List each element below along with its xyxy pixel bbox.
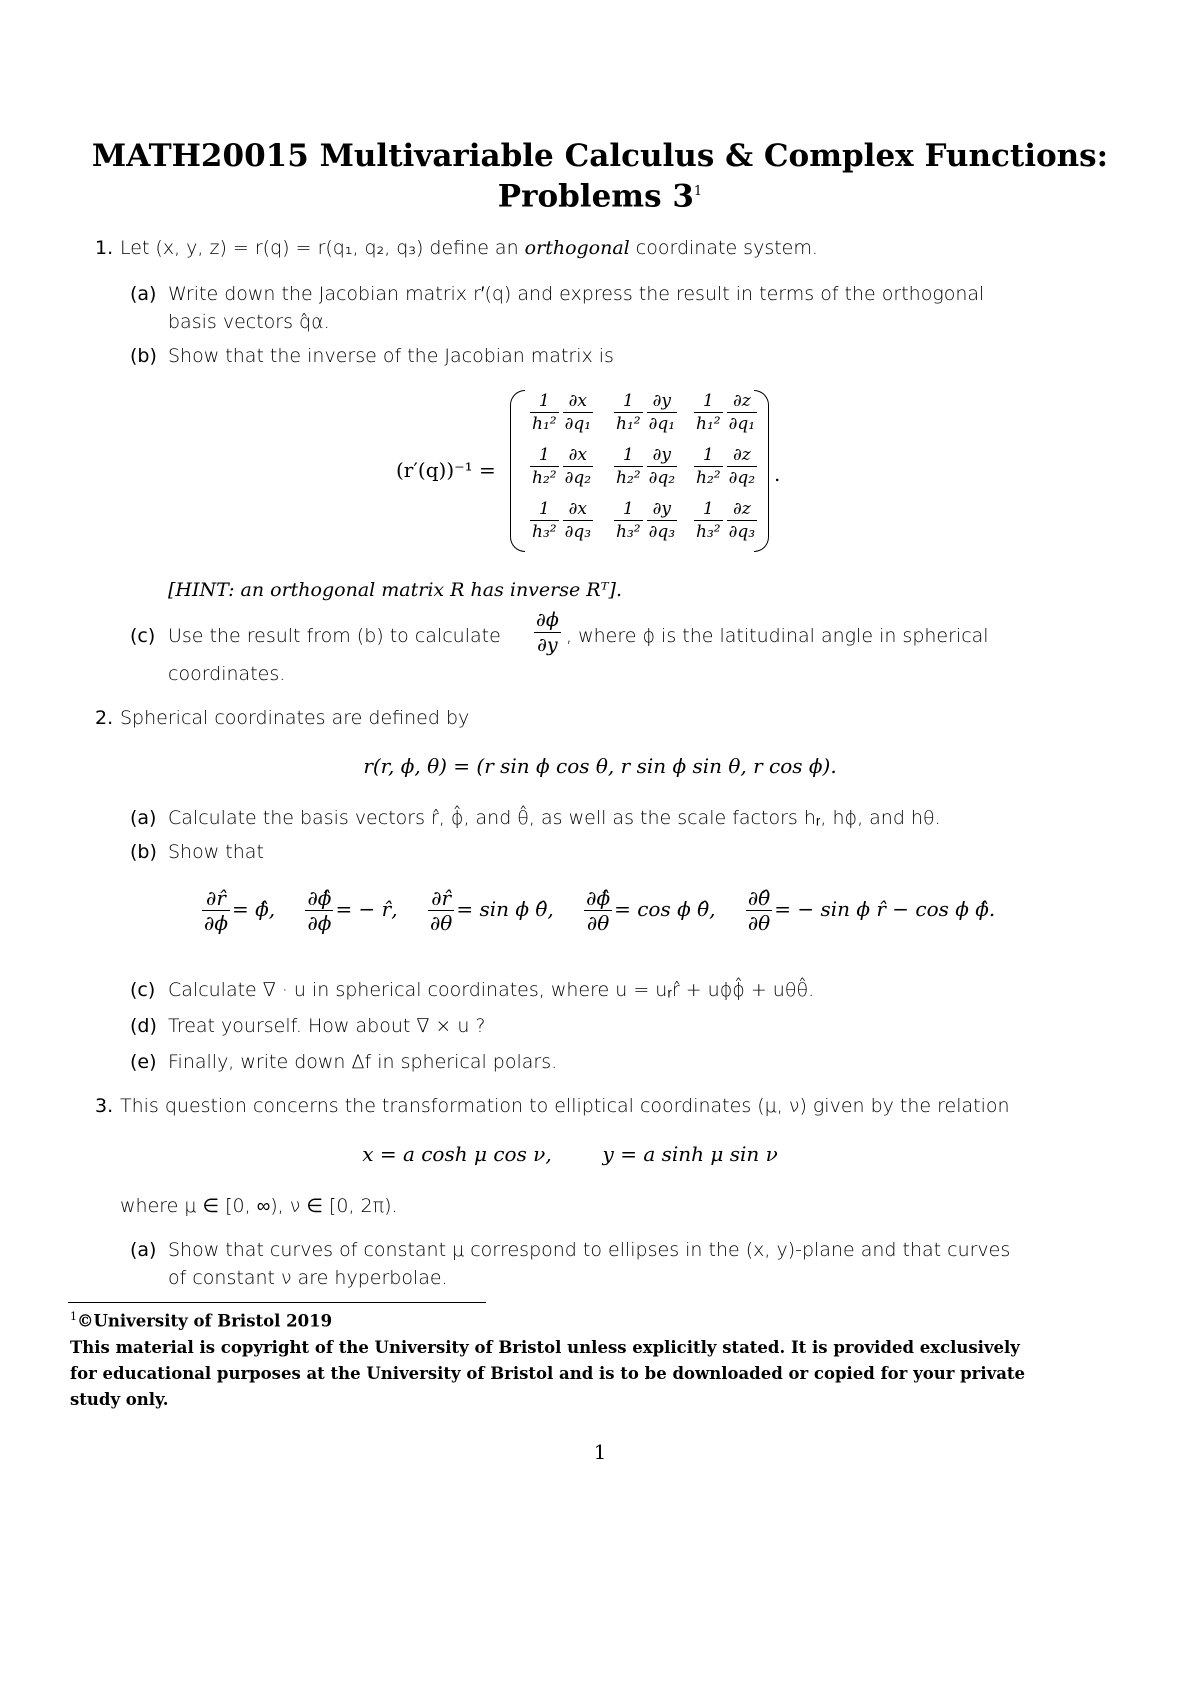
q1-hint-text: [HINT: an orthogonal matrix R has inverse Rᵀ]. (168, 579, 623, 601)
matrix-partial-fraction: $\frac{\partial z}{\text{∂q₃}}$ (728, 499, 756, 542)
d5-den: ∂θ (747, 911, 771, 935)
d5-rhs: = − sin ϕ r̂ − cos ϕ ϕ̂. (774, 897, 996, 921)
d3-rhs: = sin ϕ θ̂, (456, 897, 554, 921)
footnote-copyright: ©University of Bristol 2019 (77, 1311, 333, 1331)
q1c-text-pre: Use the result from (b) to calculate (168, 625, 501, 647)
q3-intro: This question concerns the transformation to elliptical coordinates (μ, ν) given by the relation (120, 1095, 1010, 1117)
q1a-label: (a) (130, 283, 157, 305)
q1b-label: (b) (130, 345, 157, 367)
q1-intro-emphasis: orthogonal (524, 237, 630, 259)
d1-rhs: = ϕ̂, (231, 897, 276, 921)
matrix-cell-r3-c3 (692, 498, 759, 543)
matrix-scale-fraction: $\frac{1}{\text{h₂²}}$ (532, 445, 557, 488)
matrix-cell-r2-c3 (692, 444, 759, 489)
matrix-partial-fraction: $\frac{\partial x}{\text{∂q₃}}$ (564, 499, 592, 542)
q3a-label: (a) (130, 1239, 157, 1261)
q2a-text: Calculate the basis vectors r̂, ϕ̂, and θ̂, as well as the scale factors hᵣ, hϕ, and hθ. (168, 807, 941, 829)
matrix-cell-r3-c2 (612, 498, 679, 543)
d5-num: ∂θ̂ (747, 886, 771, 910)
matrix-scale-fraction: $\frac{1}{\text{h₃²}}$ (696, 499, 721, 542)
q2d-label: (d) (130, 1015, 157, 1037)
q1c-frac-den: ∂y (537, 634, 558, 656)
matrix-cell-r3-c1 (528, 498, 595, 543)
title-line-2 (60, 174, 1140, 214)
q2d-text: Treat yourself. How about ∇ × u ? (168, 1015, 486, 1037)
q1-intro-prefix: Let (x, y, z) = r(q) = r(q₁, q₂, q₃) define an (120, 237, 519, 259)
d2-rhs: = − r̂, (335, 897, 398, 921)
q1-hint (168, 576, 622, 604)
q3-where: where μ ∈ [0, ∞), ν ∈ [0, 2π). (120, 1195, 398, 1217)
matrix-partial-fraction: $\frac{\partial x}{\text{∂q₂}}$ (564, 445, 592, 488)
matrix-partial-fraction: $\frac{\partial z}{\text{∂q₁}}$ (728, 391, 756, 434)
matrix-scale-fraction: $\frac{1}{\text{h₁²}}$ (696, 391, 721, 434)
q1c-text-2: coordinates. (168, 663, 286, 685)
matrix-scale-fraction: $\frac{1}{\text{h₃²}}$ (532, 499, 557, 542)
page-number: 1 (593, 1440, 607, 1464)
matrix-cell-r2-c2 (612, 444, 679, 489)
q2a-label: (a) (130, 807, 157, 829)
q2-intro: Spherical coordinates are defined by (120, 707, 470, 729)
q1b-end: . (774, 462, 781, 486)
matrix-cell-r1-c3 (692, 390, 759, 435)
q1a-text-2: basis vectors q̂α. (168, 311, 330, 333)
matrix-scale-fraction: $\frac{1}{\text{h₃²}}$ (616, 499, 641, 542)
matrix-scale-fraction: $\frac{1}{\text{h₁²}}$ (532, 391, 557, 434)
q2e-text: Finally, write down Δf in spherical polars. (168, 1051, 558, 1073)
d2-den: ∂ϕ (307, 911, 332, 935)
q1-intro-suffix: coordinate system. (635, 237, 818, 259)
footnote-line-1 (70, 1304, 1130, 1335)
d3-num: ∂r̂ (428, 886, 454, 911)
q3a-text-2: of constant ν are hyperbolae. (168, 1267, 448, 1289)
q1c-fraction (532, 608, 563, 657)
matrix-cell-r1-c1 (528, 390, 595, 435)
q1c-text-post: , where ϕ is the latitudinal angle in spherical (566, 625, 989, 647)
q3a-text-1: Show that curves of constant μ correspond to ellipses in the (x, y)-plane and that curves (168, 1239, 1011, 1261)
q2-definition-equation: r(r, ϕ, θ) = (r sin ϕ cos θ, r sin ϕ sin θ, r cos ϕ). (363, 754, 837, 778)
q2b-text: Show that (168, 841, 264, 863)
matrix-partial-fraction: $\frac{\partial z}{\text{∂q₂}}$ (728, 445, 756, 488)
matrix-scale-fraction: $\frac{1}{\text{h₁²}}$ (616, 391, 641, 434)
d4-rhs: = cos ϕ θ̂, (614, 897, 716, 921)
d2-num: ∂ϕ̂ (307, 886, 332, 910)
q1b-lhs: (r′(q))⁻¹ = (396, 458, 496, 482)
matrix-partial-fraction: $\frac{\partial x}{\text{∂q₁}}$ (564, 391, 592, 434)
d4-num: ∂ϕ̂ (586, 886, 611, 910)
q3-number: 3. (95, 1095, 114, 1117)
q1c-label: (c) (130, 625, 156, 647)
q1c-frac-num: ∂ϕ (536, 609, 559, 631)
matrix-scale-fraction: $\frac{1}{\text{h₂²}}$ (696, 445, 721, 488)
q2b-label: (b) (130, 841, 157, 863)
q1-number: 1. (95, 237, 114, 259)
matrix-partial-fraction: $\frac{\partial y}{\text{∂q₁}}$ (648, 391, 676, 434)
footnote-rule (68, 1302, 486, 1303)
q2-number: 2. (95, 707, 114, 729)
matrix-partial-fraction: $\frac{\partial y}{\text{∂q₂}}$ (648, 445, 676, 488)
title-footnote-mark: 1 (693, 184, 703, 199)
q1-intro (120, 234, 818, 262)
footnote (70, 1304, 1130, 1413)
d1-num: ∂r̂ (202, 886, 230, 911)
document-title (60, 138, 1140, 214)
q2c-text: Calculate ∇ · u in spherical coordinates, where u = uᵣr̂ + uϕϕ̂ + uθθ̂. (168, 979, 815, 1001)
footnote-mark: 1 (70, 1310, 77, 1323)
q2b-derivatives (200, 886, 995, 935)
d3-den: ∂θ (429, 911, 453, 935)
matrix-scale-fraction: $\frac{1}{\text{h₂²}}$ (616, 445, 641, 488)
d1-den: ∂ϕ (204, 911, 228, 935)
q1a-text-1: Write down the Jacobian matrix r′(q) and express the result in terms of the orthogonal (168, 283, 985, 305)
matrix-cell-r1-c2 (612, 390, 679, 435)
title-line-1: MATH20015 Multivariable Calculus & Complex Functions: (91, 138, 1109, 174)
d4-den: ∂θ (586, 911, 610, 935)
q1b-text: Show that the inverse of the Jacobian matrix is (168, 345, 614, 367)
matrix-partial-fraction: $\frac{\partial y}{\text{∂q₃}}$ (648, 499, 676, 542)
q2e-label: (e) (130, 1051, 157, 1073)
q2c-label: (c) (130, 979, 156, 1001)
title-text-2: Problems 3 (497, 178, 694, 215)
footnote-line-2: This material is copyright of the University of Bristol unless explicitly stated. It is provided exclusively for educational purposes at the University of Bristol and is to be downloaded or copied for your private study only. (70, 1337, 1026, 1409)
matrix-left-bracket (510, 390, 525, 552)
matrix-cell-r2-c1 (528, 444, 595, 489)
q3-equation: x = a cosh μ cos ν, y = a sinh μ sin ν (362, 1142, 778, 1166)
